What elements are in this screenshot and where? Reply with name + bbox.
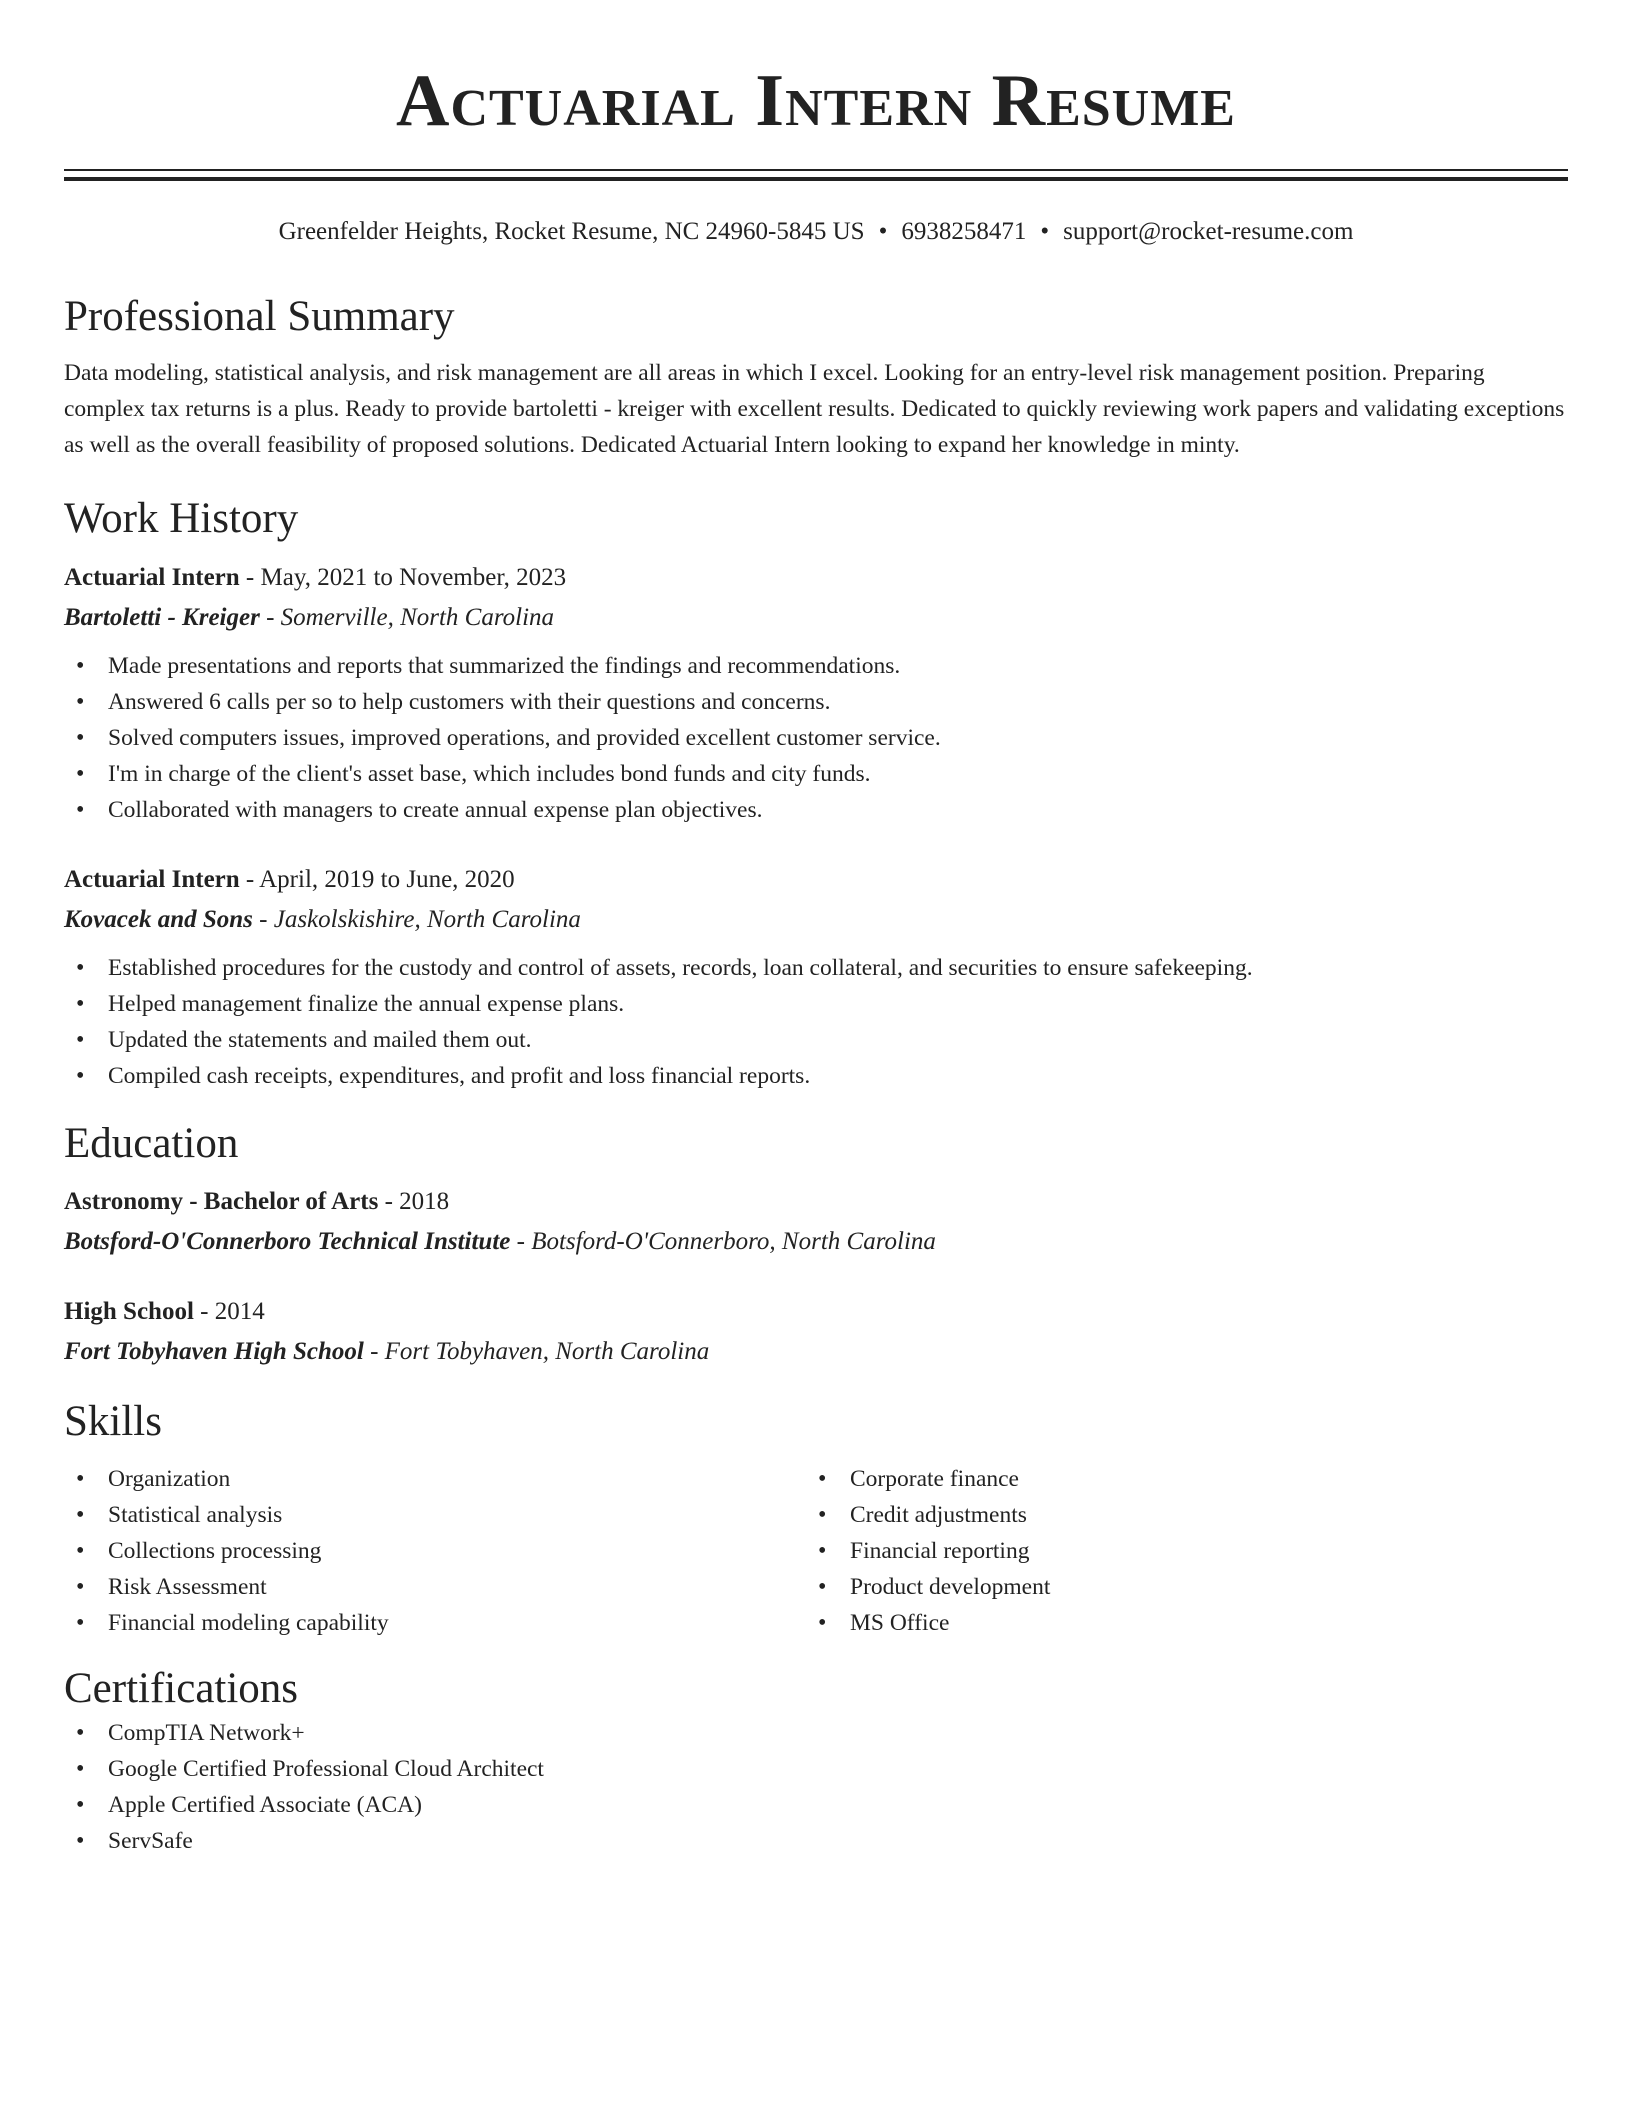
education-entry [64, 1292, 1568, 1372]
degree-name: High School [64, 1297, 194, 1325]
certification-item: • CompTIA Network+ [64, 1715, 1568, 1751]
skill-item: • Financial reporting [806, 1533, 1548, 1569]
education-header [64, 1182, 1568, 1222]
job-employer [64, 598, 1568, 638]
job-bullets [64, 648, 1568, 828]
job-bullets [64, 950, 1568, 1094]
school-location: - Botsford-O'Connerboro, North Carolina [510, 1227, 936, 1255]
skill-item: • Collections processing [64, 1533, 806, 1569]
skill-item: • Statistical analysis [64, 1497, 806, 1533]
skill-item: • Risk Assessment [64, 1569, 806, 1605]
list-item: • I'm in charge of the client's asset base, which includes bond funds and city funds. [64, 756, 1568, 792]
job-title: Actuarial Intern [64, 866, 240, 894]
skills-column-left [64, 1461, 806, 1641]
contact-address: Greenfelder Heights, Rocket Resume, NC 24960-5845 US [278, 218, 865, 245]
title-divider-thick [64, 177, 1568, 181]
job-entry [64, 860, 1568, 1094]
job-header [64, 860, 1568, 900]
certifications-section [64, 1663, 1568, 1859]
contact-email: support@rocket-resume.com [1063, 218, 1354, 245]
skill-item: • Product development [806, 1569, 1548, 1605]
job-header [64, 558, 1568, 598]
contact-separator: • [878, 218, 888, 245]
list-item: • Compiled cash receipts, expenditures, and profit and loss financial reports. [64, 1058, 1568, 1094]
skill-item: • Organization [64, 1461, 806, 1497]
skill-item: • MS Office [806, 1605, 1548, 1641]
certifications-list [64, 1715, 1568, 1859]
title-divider-thin [64, 169, 1568, 171]
contact-separator: • [1040, 218, 1050, 245]
education-school [64, 1332, 1568, 1372]
company-name: Kovacek and Sons [64, 906, 253, 934]
school-location: - Fort Tobyhaven, North Carolina [363, 1337, 710, 1365]
certification-item: • ServSafe [64, 1823, 1568, 1859]
job-dates: - May, 2021 to November, 2023 [239, 564, 567, 592]
education-section [64, 1118, 1568, 1372]
certification-item: • Apple Certified Associate (ACA) [64, 1787, 1568, 1823]
skill-item: • Corporate finance [806, 1461, 1548, 1497]
work-history-section [64, 493, 1568, 1095]
contact-phone: 6938258471 [901, 218, 1027, 245]
summary-text: Data modeling, statistical analysis, and risk management are all areas in which I excel. Looking for an entry-level risk management position. Preparing complex tax returns is a plus. Ready to provide bartoletti - kreiger with excellent results. Dedicated to quickly reviewing work papers and validating exceptions as well as the overall feasibility of proposed solutions. Dedicated Actuarial Intern looking to expand her knowledge in minty. [64, 359, 1565, 458]
skills-section [64, 1396, 1568, 1642]
list-item: • Collaborated with managers to create annual expense plan objectives. [64, 792, 1568, 828]
section-heading: Education [64, 1120, 239, 1168]
job-location: - Somerville, North Carolina [259, 604, 555, 632]
job-dates: - April, 2019 to June, 2020 [239, 866, 515, 894]
graduation-year: - 2018 [378, 1187, 450, 1215]
section-heading: Skills [64, 1397, 162, 1445]
list-item: • Established procedures for the custody and control of assets, records, loan collateral, and securities to ensure safekeeping. [64, 950, 1568, 986]
skills-column-right [806, 1461, 1548, 1641]
degree-name: Astronomy - Bachelor of Arts [64, 1187, 379, 1215]
list-item: • Made presentations and reports that summarized the findings and recommendations. [64, 648, 1568, 684]
section-heading: Professional Summary [64, 293, 455, 340]
job-entry [64, 558, 1568, 828]
graduation-year: - 2014 [193, 1297, 265, 1325]
education-school [64, 1222, 1568, 1262]
list-item: • Solved computers issues, improved operations, and provided excellent customer service. [64, 720, 1568, 756]
job-location: - Jaskolskishire, North Carolina [252, 906, 581, 934]
skills-grid [64, 1461, 1568, 1641]
contact-line [64, 217, 1568, 247]
education-entry [64, 1182, 1568, 1262]
list-item: • Helped management finalize the annual expense plans. [64, 986, 1568, 1022]
resume-title: Actuarial Intern Resume [396, 60, 1236, 142]
skill-item: • Financial modeling capability [64, 1605, 806, 1641]
skill-item: • Credit adjustments [806, 1497, 1548, 1533]
certification-item: • Google Certified Professional Cloud Architect [64, 1751, 1568, 1787]
list-item: • Answered 6 calls per so to help customers with their questions and concerns. [64, 684, 1568, 720]
job-title: Actuarial Intern [64, 564, 240, 592]
list-item: • Updated the statements and mailed them out. [64, 1022, 1568, 1058]
school-name: Fort Tobyhaven High School [64, 1337, 364, 1365]
job-employer [64, 900, 1568, 940]
education-header [64, 1292, 1568, 1332]
school-name: Botsford-O'Connerboro Technical Institute [64, 1227, 511, 1255]
summary-section [64, 291, 1568, 463]
company-name: Bartoletti - Kreiger [64, 604, 260, 632]
section-heading: Work History [64, 494, 299, 542]
section-heading: Certifications [64, 1665, 299, 1713]
